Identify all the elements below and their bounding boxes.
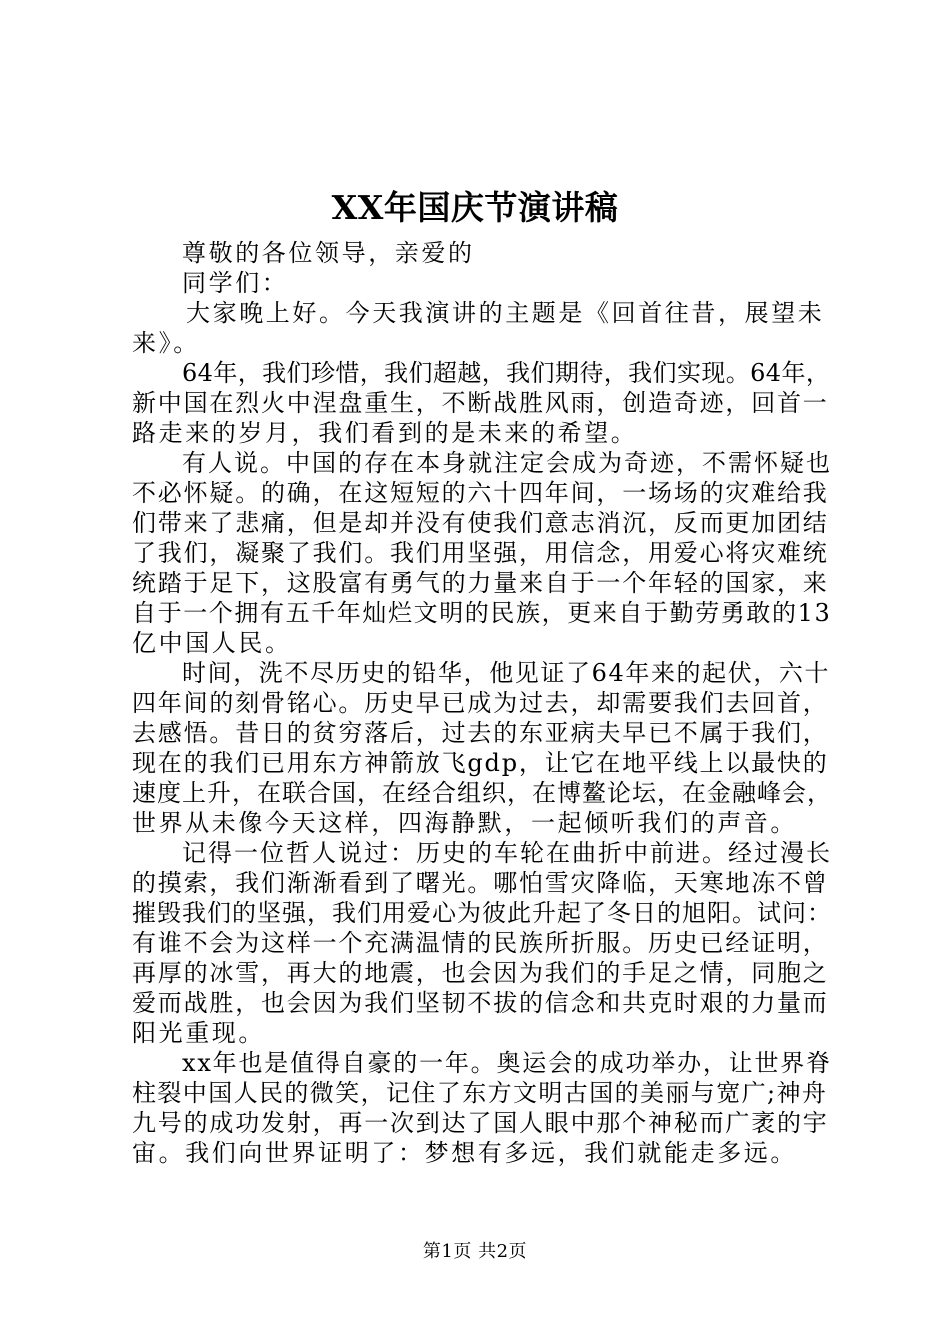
text-line: 四年间的刻骨铭心。历史早已成为过去，却需要我们去回首， (132, 689, 829, 717)
text-line: 阳光重现。 (132, 1019, 265, 1047)
text-line: 64年，我们珍惜，我们超越，我们期待，我们实现。64年， (182, 359, 831, 387)
text-line: 亿中国人民。 (132, 629, 292, 657)
text-line: 时间，洗不尽历史的铅华，他见证了64年来的起伏，六十 (182, 659, 831, 687)
text-line: 再厚的冰雪，再大的地震，也会因为我们的手足之情，同胞之 (132, 959, 829, 987)
text-line: 自于一个拥有五千年灿烂文明的民族，更来自于勤劳勇敢的13 (132, 599, 832, 627)
text-line: 们带来了悲痛，但是却并没有使我们意志消沉，反而更加团结 (132, 509, 829, 537)
text-line: 世界从未像今天这样，四海静默，一起倾听我们的声音。 (132, 809, 797, 837)
text-line: 大家晚上好。今天我演讲的主题是《回首往昔，展望未 (186, 299, 825, 327)
text-line: 去感悟。昔日的贫穷落后，过去的东亚病夫早已不属于我们， (132, 719, 829, 747)
document-body (132, 238, 832, 1168)
text-line: 的摸索，我们渐渐看到了曙光。哪怕雪灾降临，天寒地冻不曾 (132, 869, 829, 897)
text-line: 记得一位哲人说过：历史的车轮在曲折中前进。经过漫长 (182, 839, 832, 867)
text-line: 了我们，凝聚了我们。我们用坚强，用信念，用爱心将灾难统 (132, 539, 829, 567)
text-line: 柱裂中国人民的微笑，记住了东方文明古国的美丽与宽广;神舟 (132, 1079, 828, 1107)
text-line: xx年也是值得自豪的一年。奥运会的成功举办，让世界脊 (182, 1049, 832, 1077)
text-line: 路走来的岁月，我们看到的是未来的希望。 (132, 419, 638, 447)
page-footer: 第1页 共2页 (422, 1241, 528, 1262)
text-line: 不必怀疑。的确，在这短短的六十四年间，一场场的灾难给我 (132, 479, 829, 507)
text-line: 现在的我们已用东方神箭放飞gdp，让它在地平线上以最快的 (132, 749, 829, 777)
text-line: 尊敬的各位领导，亲爱的 (182, 239, 475, 267)
text-line: 摧毁我们的坚强，我们用爱心为彼此升起了冬日的旭阳。试问： (132, 899, 832, 927)
text-line: 同学们： (182, 269, 289, 297)
text-line: 速度上升，在联合国，在经合组织，在博鳌论坛，在金融峰会， (132, 779, 832, 807)
text-line: 新中国在烈火中涅盘重生，不断战胜风雨，创造奇迹，回首一 (132, 389, 829, 417)
text-line: 来》。 (132, 329, 200, 357)
document-title: XX年国庆节演讲稿 (331, 188, 619, 227)
text-line: 九号的成功发射，再一次到达了国人眼中那个神秘而广袤的宇 (132, 1109, 829, 1137)
text-line: 爱而战胜，也会因为我们坚韧不拔的信念和共克时艰的力量而 (132, 989, 829, 1017)
text-line: 宙。我们向世界证明了：梦想有多远，我们就能走多远。 (132, 1139, 797, 1167)
text-line: 统踏于足下，这股富有勇气的力量来自于一个年轻的国家，来 (132, 569, 829, 597)
text-line: 有谁不会为这样一个充满温情的民族所折服。历史已经证明， (132, 929, 829, 957)
text-line: 有人说。中国的存在本身就注定会成为奇迹，不需怀疑也 (182, 449, 832, 477)
